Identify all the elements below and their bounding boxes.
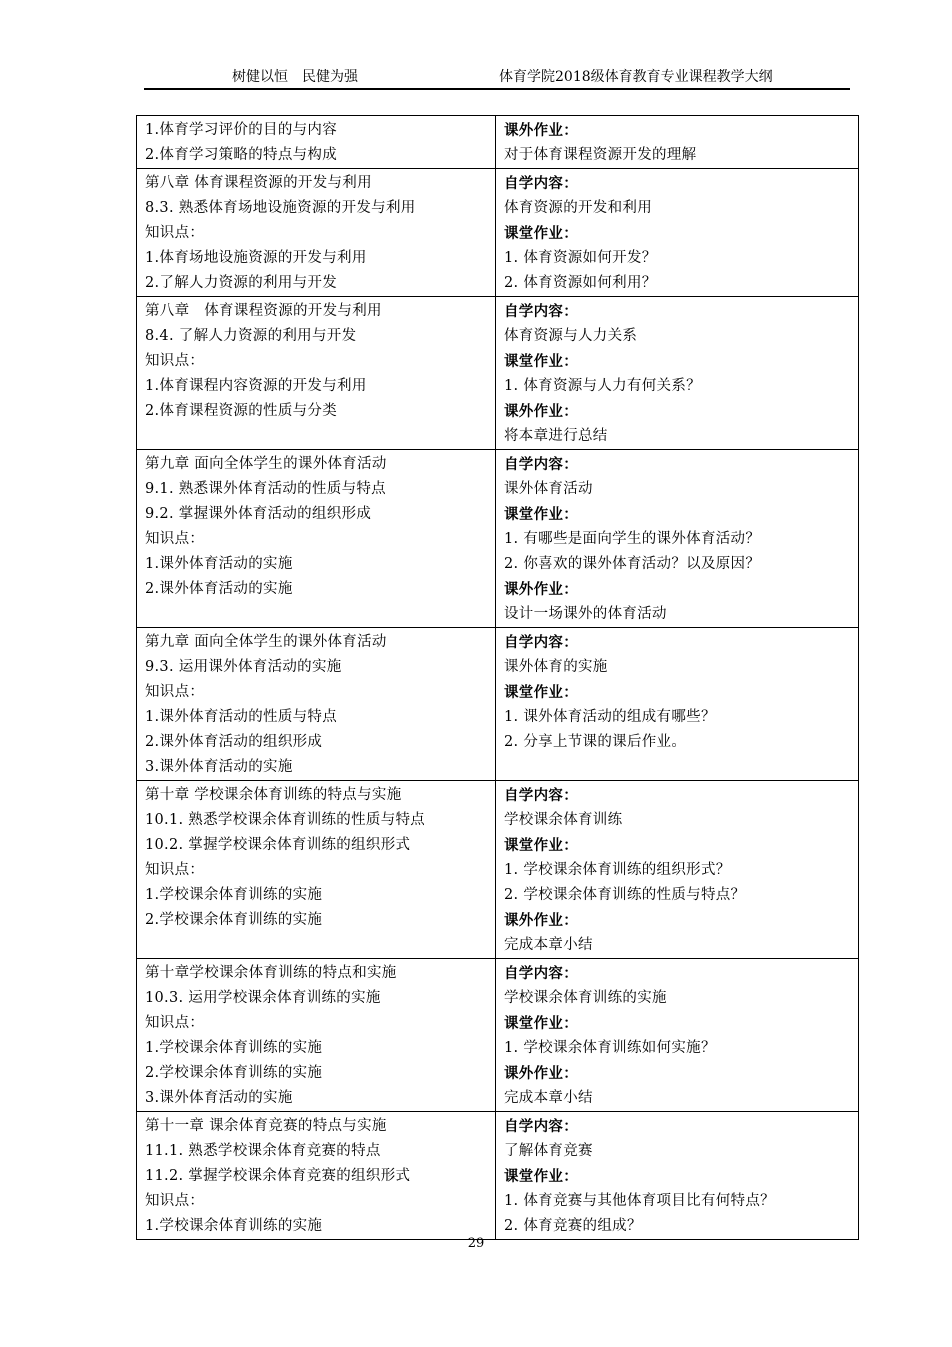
content-line: 1.体育课程内容资源的开发与利用 (145, 378, 367, 394)
section-label: 自学内容： (504, 965, 578, 982)
assignment-line: 2. 体育竞赛的组成？ (504, 1218, 642, 1234)
content-line: 1.学校课余体育训练的实施 (145, 887, 323, 903)
content-line: 11.2. 掌握学校课余体育竞赛的组织形式 (145, 1168, 411, 1184)
content-line: 2.学校课余体育训练的实施 (145, 1065, 323, 1081)
assignment-line: 1. 课外体育活动的组成有哪些？ (504, 709, 716, 725)
assignment-line: 完成本章小结 (504, 1090, 593, 1106)
content-line: 1.学校课余体育训练的实施 (145, 1040, 323, 1056)
assignment-line: 1. 有哪些是面向学生的课外体育活动？ (504, 531, 761, 547)
content-line: 11.1. 熟悉学校课余体育竞赛的特点 (145, 1143, 381, 1159)
content-line: 9.3. 运用课外体育活动的实施 (145, 659, 342, 675)
section-label: 课堂作业： (504, 353, 578, 370)
assignment-cell (496, 781, 859, 959)
content-line: 3.课外体育活动的实施 (145, 759, 293, 775)
section-label: 自学内容： (504, 634, 578, 651)
course-outline-table (136, 115, 859, 1240)
chapter-content-cell (137, 1112, 496, 1240)
content-line: 9.2. 掌握课外体育活动的组织形成 (145, 506, 372, 522)
section-label: 课外作业： (504, 581, 578, 598)
content-line: 2.学校课余体育训练的实施 (145, 912, 323, 928)
content-line: 知识点： (145, 1015, 205, 1031)
assignment-line: 2. 你喜欢的课外体育活动？以及原因？ (504, 556, 761, 572)
assignment-cell (496, 450, 859, 628)
outline-row (137, 116, 859, 169)
chapter-content-cell (137, 450, 496, 628)
section-label: 课外作业： (504, 912, 578, 929)
page-header (144, 66, 850, 90)
outline-row (137, 1112, 859, 1240)
assignment-line: 1. 体育资源与人力有何关系？ (504, 378, 701, 394)
content-line: 第八章 体育课程资源的开发与利用 (145, 303, 382, 319)
assignment-line: 学校课余体育训练 (504, 812, 623, 828)
section-label: 课堂作业： (504, 1168, 578, 1185)
outline-row (137, 959, 859, 1112)
assignment-line: 将本章进行总结 (504, 428, 608, 444)
content-line: 第十一章 课余体育竞赛的特点与实施 (145, 1118, 387, 1134)
content-line: 2.了解人力资源的利用与开发 (145, 275, 338, 291)
section-label: 课外作业： (504, 403, 578, 420)
section-label: 自学内容： (504, 456, 578, 473)
content-line: 8.3. 熟悉体育场地设施资源的开发与利用 (145, 200, 416, 216)
content-line: 1.体育学习评价的目的与内容 (145, 122, 338, 138)
content-line: 第十章 学校课余体育训练的特点与实施 (145, 787, 402, 803)
content-line: 第十章学校课余体育训练的特点和实施 (145, 965, 397, 981)
content-line: 2.体育学习策略的特点与构成 (145, 147, 338, 163)
assignment-cell (496, 116, 859, 169)
assignment-line: 体育资源的开发和利用 (504, 200, 652, 216)
assignment-cell (496, 1112, 859, 1240)
content-line: 2.体育课程资源的性质与分类 (145, 403, 338, 419)
assignment-cell (496, 959, 859, 1112)
course-outline-body (137, 116, 859, 1240)
header-motto: 树健以恒 民健为强 (232, 69, 358, 85)
assignment-line: 课外体育的实施 (504, 659, 608, 675)
section-label: 课堂作业： (504, 506, 578, 523)
content-line: 第九章 面向全体学生的课外体育活动 (145, 456, 387, 472)
assignment-line: 2. 学校课余体育训练的性质与特点？ (504, 887, 746, 903)
assignment-cell (496, 628, 859, 781)
assignment-line: 学校课余体育训练的实施 (504, 990, 667, 1006)
section-label: 课堂作业： (504, 1015, 578, 1032)
assignment-line: 1. 体育竞赛与其他体育项目比有何特点？ (504, 1193, 775, 1209)
content-line: 第九章 面向全体学生的课外体育活动 (145, 634, 387, 650)
chapter-content-cell (137, 297, 496, 450)
content-line: 10.2. 掌握学校课余体育训练的组织形式 (145, 837, 411, 853)
section-label: 课外作业： (504, 122, 578, 139)
content-line: 3.课外体育活动的实施 (145, 1090, 293, 1106)
content-line: 2.课外体育活动的组织形成 (145, 734, 323, 750)
outline-row (137, 297, 859, 450)
assignment-line: 体育资源与人力关系 (504, 328, 638, 344)
content-line: 10.1. 熟悉学校课余体育训练的性质与特点 (145, 812, 426, 828)
content-line: 知识点： (145, 1193, 205, 1209)
chapter-content-cell (137, 628, 496, 781)
assignment-line: 1. 学校课余体育训练的组织形式？ (504, 862, 731, 878)
chapter-content-cell (137, 169, 496, 297)
content-line: 10.3. 运用学校课余体育训练的实施 (145, 990, 381, 1006)
content-line: 知识点： (145, 353, 205, 369)
content-line: 1.课外体育活动的实施 (145, 556, 293, 572)
section-label: 自学内容： (504, 1118, 578, 1135)
section-label: 课堂作业： (504, 684, 578, 701)
content-line: 知识点： (145, 225, 205, 241)
section-label: 课外作业： (504, 1065, 578, 1082)
chapter-content-cell (137, 959, 496, 1112)
outline-row (137, 450, 859, 628)
content-line: 1.学校课余体育训练的实施 (145, 1218, 323, 1234)
chapter-content-cell (137, 781, 496, 959)
header-rule (144, 88, 850, 90)
content-line: 知识点： (145, 862, 205, 878)
content-line: 1.体育场地设施资源的开发与利用 (145, 250, 367, 266)
content-line: 知识点： (145, 531, 205, 547)
assignment-line: 1. 学校课余体育训练如何实施？ (504, 1040, 716, 1056)
content-line: 1.课外体育活动的性质与特点 (145, 709, 338, 725)
section-label: 自学内容： (504, 175, 578, 192)
assignment-cell (496, 297, 859, 450)
assignment-line: 2. 分享上节课的课后作业。 (504, 734, 687, 750)
content-line: 8.4. 了解人力资源的利用与开发 (145, 328, 357, 344)
section-label: 课堂作业： (504, 837, 578, 854)
assignment-line: 设计一场课外的体育活动 (504, 606, 667, 622)
assignment-line: 对于体育课程资源开发的理解 (504, 147, 697, 163)
assignment-line: 课外体育活动 (504, 481, 593, 497)
outline-row (137, 781, 859, 959)
assignment-cell (496, 169, 859, 297)
assignment-line: 了解体育竞赛 (504, 1143, 593, 1159)
section-label: 课堂作业： (504, 225, 578, 242)
page-number: 29 (467, 1236, 485, 1251)
content-line: 2.课外体育活动的实施 (145, 581, 293, 597)
chapter-content-cell (137, 116, 496, 169)
section-label: 自学内容： (504, 303, 578, 320)
header-document-title: 体育学院2018级体育教育专业课程教学大纲 (499, 69, 773, 85)
section-label: 自学内容： (504, 787, 578, 804)
assignment-line: 完成本章小结 (504, 937, 593, 953)
assignment-line: 2. 体育资源如何利用？ (504, 275, 657, 291)
outline-row (137, 628, 859, 781)
content-line: 9.1. 熟悉课外体育活动的性质与特点 (145, 481, 386, 497)
content-line: 知识点： (145, 684, 205, 700)
content-line: 第八章 体育课程资源的开发与利用 (145, 175, 372, 191)
outline-row (137, 169, 859, 297)
assignment-line: 1. 体育资源如何开发？ (504, 250, 657, 266)
